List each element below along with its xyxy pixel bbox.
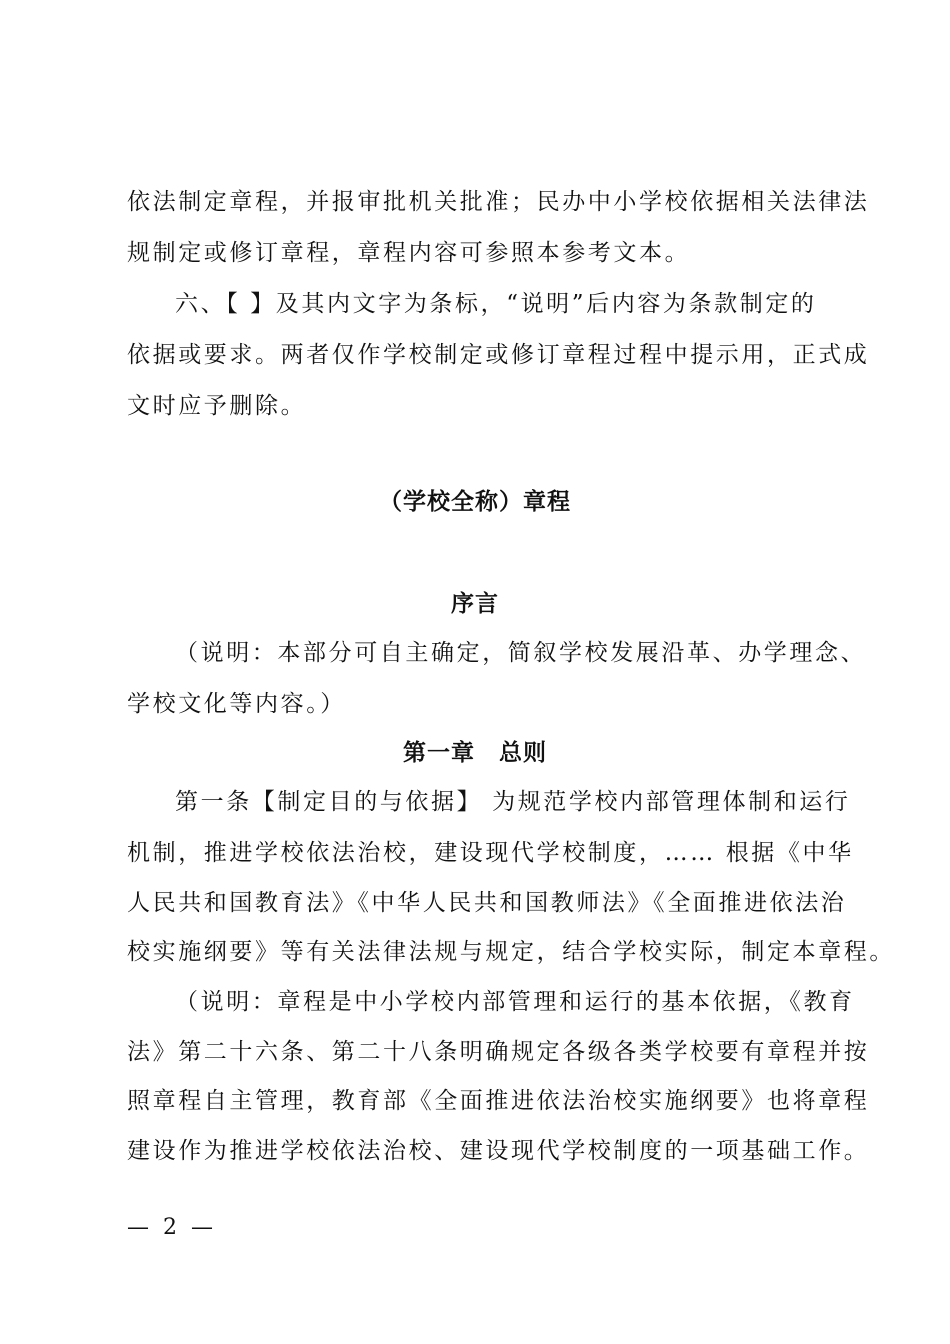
article1-note-line-2: 法》第二十六条、第二十八条明确规定各级各类学校要有章程并按	[127, 1039, 870, 1065]
page-number: — 2 —	[127, 1215, 213, 1240]
article1-line-3: 人民共和国教育法》《中华人民共和国教师法》《全面推进依法治	[127, 890, 847, 916]
intro-para2-line-3: 文时应予删除。	[127, 393, 307, 419]
article1-line-4: 校实施纲要》等有关法律法规与规定，结合学校实际，制定本章程。	[127, 939, 895, 965]
document-title: （学校全称）章程	[379, 489, 571, 515]
intro-para2-line-1: 六、【 】及其内文字为条标，“说明”后内容为条款制定的	[175, 291, 817, 317]
article1-note-line-4: 建设作为推进学校依法治校、建设现代学校制度的一项基础工作。	[127, 1138, 870, 1164]
preface-note-line-1: （说明：本部分可自主确定，简叙学校发展沿革、办学理念、	[175, 640, 867, 666]
intro-para1-line-1: 依法制定章程，并报审批机关批准；民办中小学校依据相关法律法	[127, 189, 870, 215]
chapter1-heading: 第一章 总则	[403, 740, 547, 766]
preface-note-line-2: 学校文化等内容。）	[127, 691, 346, 717]
article1-note-line-1: （说明：章程是中小学校内部管理和运行的基本依据，《教育	[175, 989, 855, 1015]
article1-note-line-3: 照章程自主管理，教育部《全面推进依法治校实施纲要》也将章程	[127, 1088, 870, 1114]
article1-line-2: 机制，推进学校依法治校，建设现代学校制度，…… 根据《中华	[127, 840, 854, 866]
preface-heading: 序言	[451, 591, 499, 617]
article1-line-1: 第一条【制定目的与依据】 为规范学校内部管理体制和运行	[175, 789, 851, 815]
intro-para2-line-2: 依据或要求。两者仅作学校制定或修订章程过程中提示用，正式成	[127, 342, 870, 368]
intro-para1-line-2: 规制定或修订章程，章程内容可参照本参考文本。	[127, 240, 691, 266]
